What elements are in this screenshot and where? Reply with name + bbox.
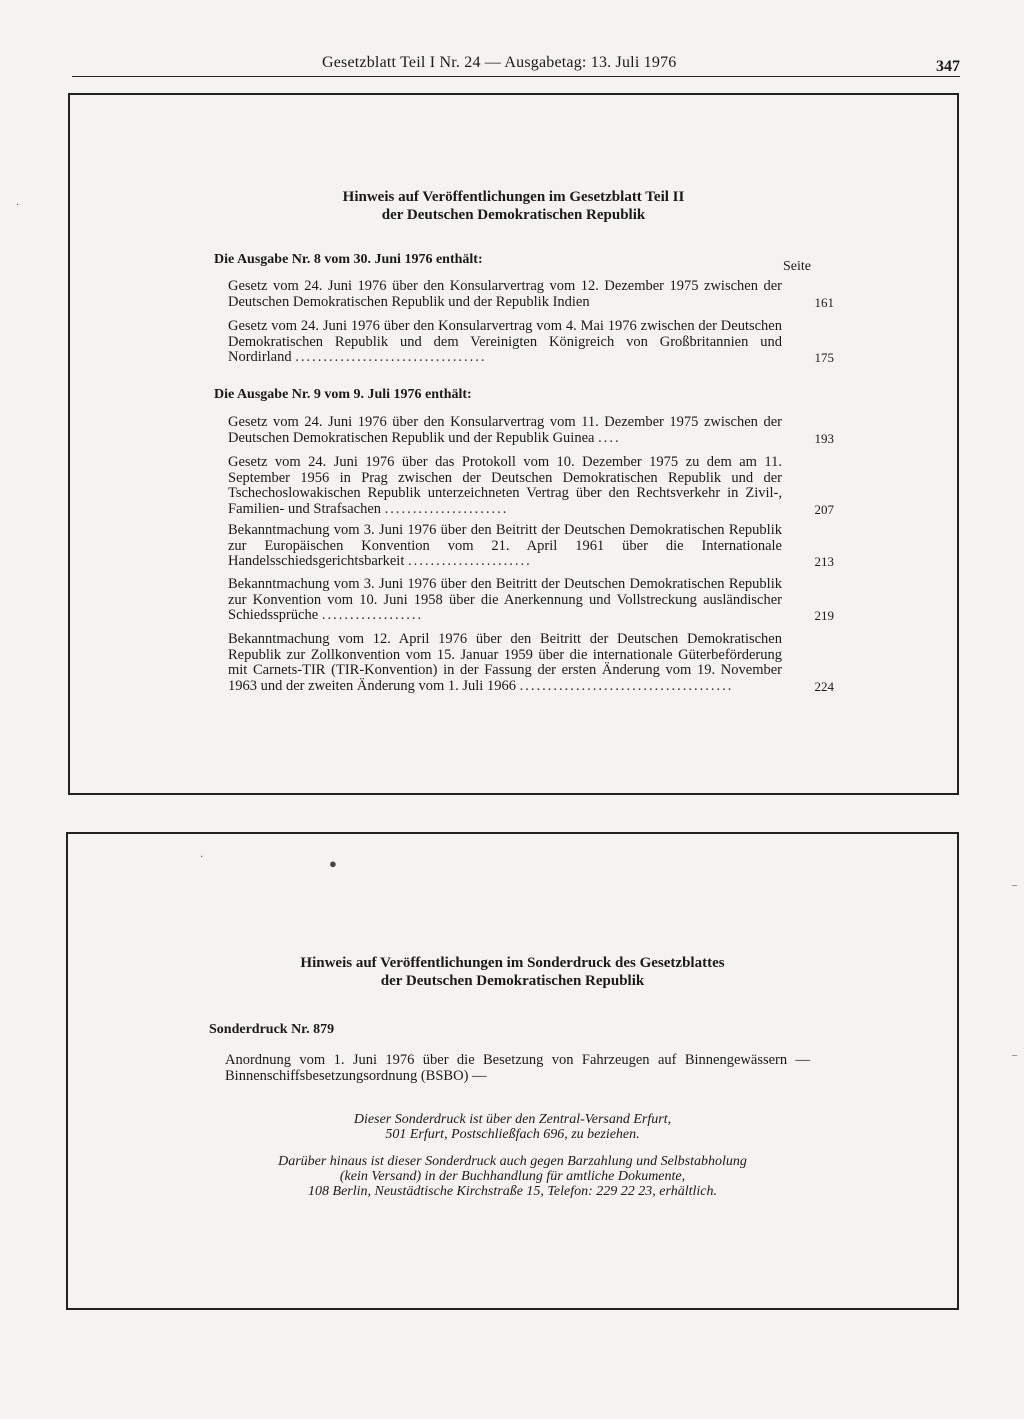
leader-dots: .... bbox=[598, 429, 621, 446]
note-line: 108 Berlin, Neustädtische Kirchstraße 15, Telefon: 229 22 23, erhältlich. bbox=[308, 1184, 717, 1199]
issue-9-label: Die Ausgabe Nr. 9 vom 9. Juli 1976 enthält: bbox=[214, 387, 472, 402]
leader-dots: .................. bbox=[321, 607, 424, 623]
list-item bbox=[228, 631, 834, 694]
leader-dots: .................................. bbox=[295, 349, 487, 365]
box1-heading-line1: Hinweis auf Veröffentlichungen im Gesetzblatt Teil II bbox=[342, 189, 685, 205]
scan-speck: · bbox=[16, 200, 20, 211]
note-line: (kein Versand) in der Buchhandlung für amtliche Dokumente, bbox=[339, 1169, 686, 1184]
pickup-note bbox=[68, 1154, 957, 1199]
box1-heading-line2: der Deutschen Demokratischen Republik bbox=[381, 207, 646, 223]
page-ref: 224 bbox=[814, 678, 834, 694]
gesetzblatt-teil-ii-box bbox=[68, 93, 959, 795]
page-ref: 213 bbox=[814, 554, 834, 569]
page-ref: 193 bbox=[814, 430, 834, 446]
leader-dots: ...................................... bbox=[519, 677, 734, 694]
sonderdruck-label: Sonderdruck Nr. 879 bbox=[209, 1022, 335, 1037]
entry-text: Gesetz vom 24. Juni 1976 über das Protokoll vom 10. Dezember 1975 zu dem am 11. September 1956 in Prag zwischen der Deutschen Demokratischen Republik und der Tschechoslowakischen Republik unterzeichneten Vertrag über den Rechtsverkehr in Zivil-, Familien- und Strafsachen bbox=[228, 454, 782, 517]
leader-dots: ...................... bbox=[407, 553, 532, 569]
entry-text: Gesetz vom 24. Juni 1976 über den Konsularvertrag vom 11. Dezember 1975 zwischen der Deutschen Demokratischen Republik und der Republik Guinea bbox=[228, 414, 782, 446]
scan-speck: · bbox=[200, 852, 204, 863]
note-line: Dieser Sonderdruck ist über den Zentral-Versand Erfurt, bbox=[353, 1112, 672, 1127]
sonderdruck-box bbox=[66, 832, 959, 1310]
issue-8-label: Die Ausgabe Nr. 8 vom 30. Juni 1976 enthält: bbox=[214, 252, 483, 267]
entry-text: Anordnung vom 1. Juni 1976 über die Besetzung von Fahrzeugen auf Binnengewässern — Binnenschiffsbesetzungsordnung (BSBO) — bbox=[225, 1052, 810, 1084]
list-item bbox=[228, 318, 834, 366]
entry-text: Bekanntmachung vom 3. Juni 1976 über den Beitritt der Deutschen Demokratischen Republik zur Europäischen Konvention vom 21. April 1961 über die Internationale Handelsschiedsgerichtsbarkeit bbox=[228, 522, 782, 569]
entry-text: Bekanntmachung vom 3. Juni 1976 über den Beitritt der Deutschen Demokratischen Republik zur Konvention vom 10. Juni 1958 über die Anerkennung und Vollstreckung ausländischer Schiedssprüche bbox=[228, 576, 782, 623]
page-ref: 175 bbox=[814, 350, 834, 365]
entry-text: Bekanntmachung vom 12. April 1976 über den Beitritt der Deutschen Demokratischen Republik zur Zollkonvention vom 15. Januar 1959 über die internationale Güterbeförderung mit Carnets-TIR (TIR-Konvention) in der Fassung der ersten Änderung vom 19. November 1963 und der zweiten Änderung vom 1. Juli 1966 bbox=[228, 631, 782, 694]
scan-speck: ● bbox=[329, 856, 337, 871]
box2-heading bbox=[68, 954, 957, 990]
list-item bbox=[228, 576, 834, 624]
entry-text: Gesetz vom 24. Juni 1976 über den Konsularvertrag vom 12. Dezember 1975 zwischen der Deutschen Demokratischen Republik und der Republik Indien bbox=[228, 278, 782, 310]
distribution-note bbox=[68, 1112, 957, 1142]
note-line: Darüber hinaus ist dieser Sonderdruck auch gegen Barzahlung und Selbstabholung bbox=[278, 1154, 747, 1169]
page-number: 347 bbox=[936, 58, 960, 75]
list-item bbox=[228, 522, 834, 570]
list-item bbox=[228, 414, 834, 446]
list-item bbox=[228, 454, 834, 517]
page-ref: 207 bbox=[814, 501, 834, 517]
header-title: Gesetzblatt Teil I Nr. 24 — Ausgabetag: 13. Juli 1976 bbox=[322, 54, 677, 71]
page-header bbox=[72, 52, 960, 77]
page-ref: 161 bbox=[814, 294, 834, 310]
box1-heading bbox=[70, 188, 957, 224]
list-item bbox=[225, 1053, 810, 1084]
scan-speck: – bbox=[1012, 1050, 1017, 1061]
seite-label: Seite bbox=[783, 259, 811, 274]
scan-speck: – bbox=[1012, 880, 1017, 891]
list-item bbox=[228, 278, 834, 310]
entry-text: Gesetz vom 24. Juni 1976 über den Konsularvertrag vom 4. Mai 1976 zwischen der Deutschen Demokratischen Republik und dem Vereinigten Königreich von Großbritannien und Nordirland bbox=[228, 318, 782, 365]
note-line: 501 Erfurt, Postschließfach 696, zu beziehen. bbox=[385, 1127, 640, 1142]
page-ref: 219 bbox=[814, 608, 834, 623]
box2-heading-line2: der Deutschen Demokratischen Republik bbox=[380, 973, 645, 989]
leader-dots: ...................... bbox=[384, 500, 509, 517]
box2-heading-line1: Hinweis auf Veröffentlichungen im Sonderdruck des Gesetzblattes bbox=[300, 955, 725, 971]
